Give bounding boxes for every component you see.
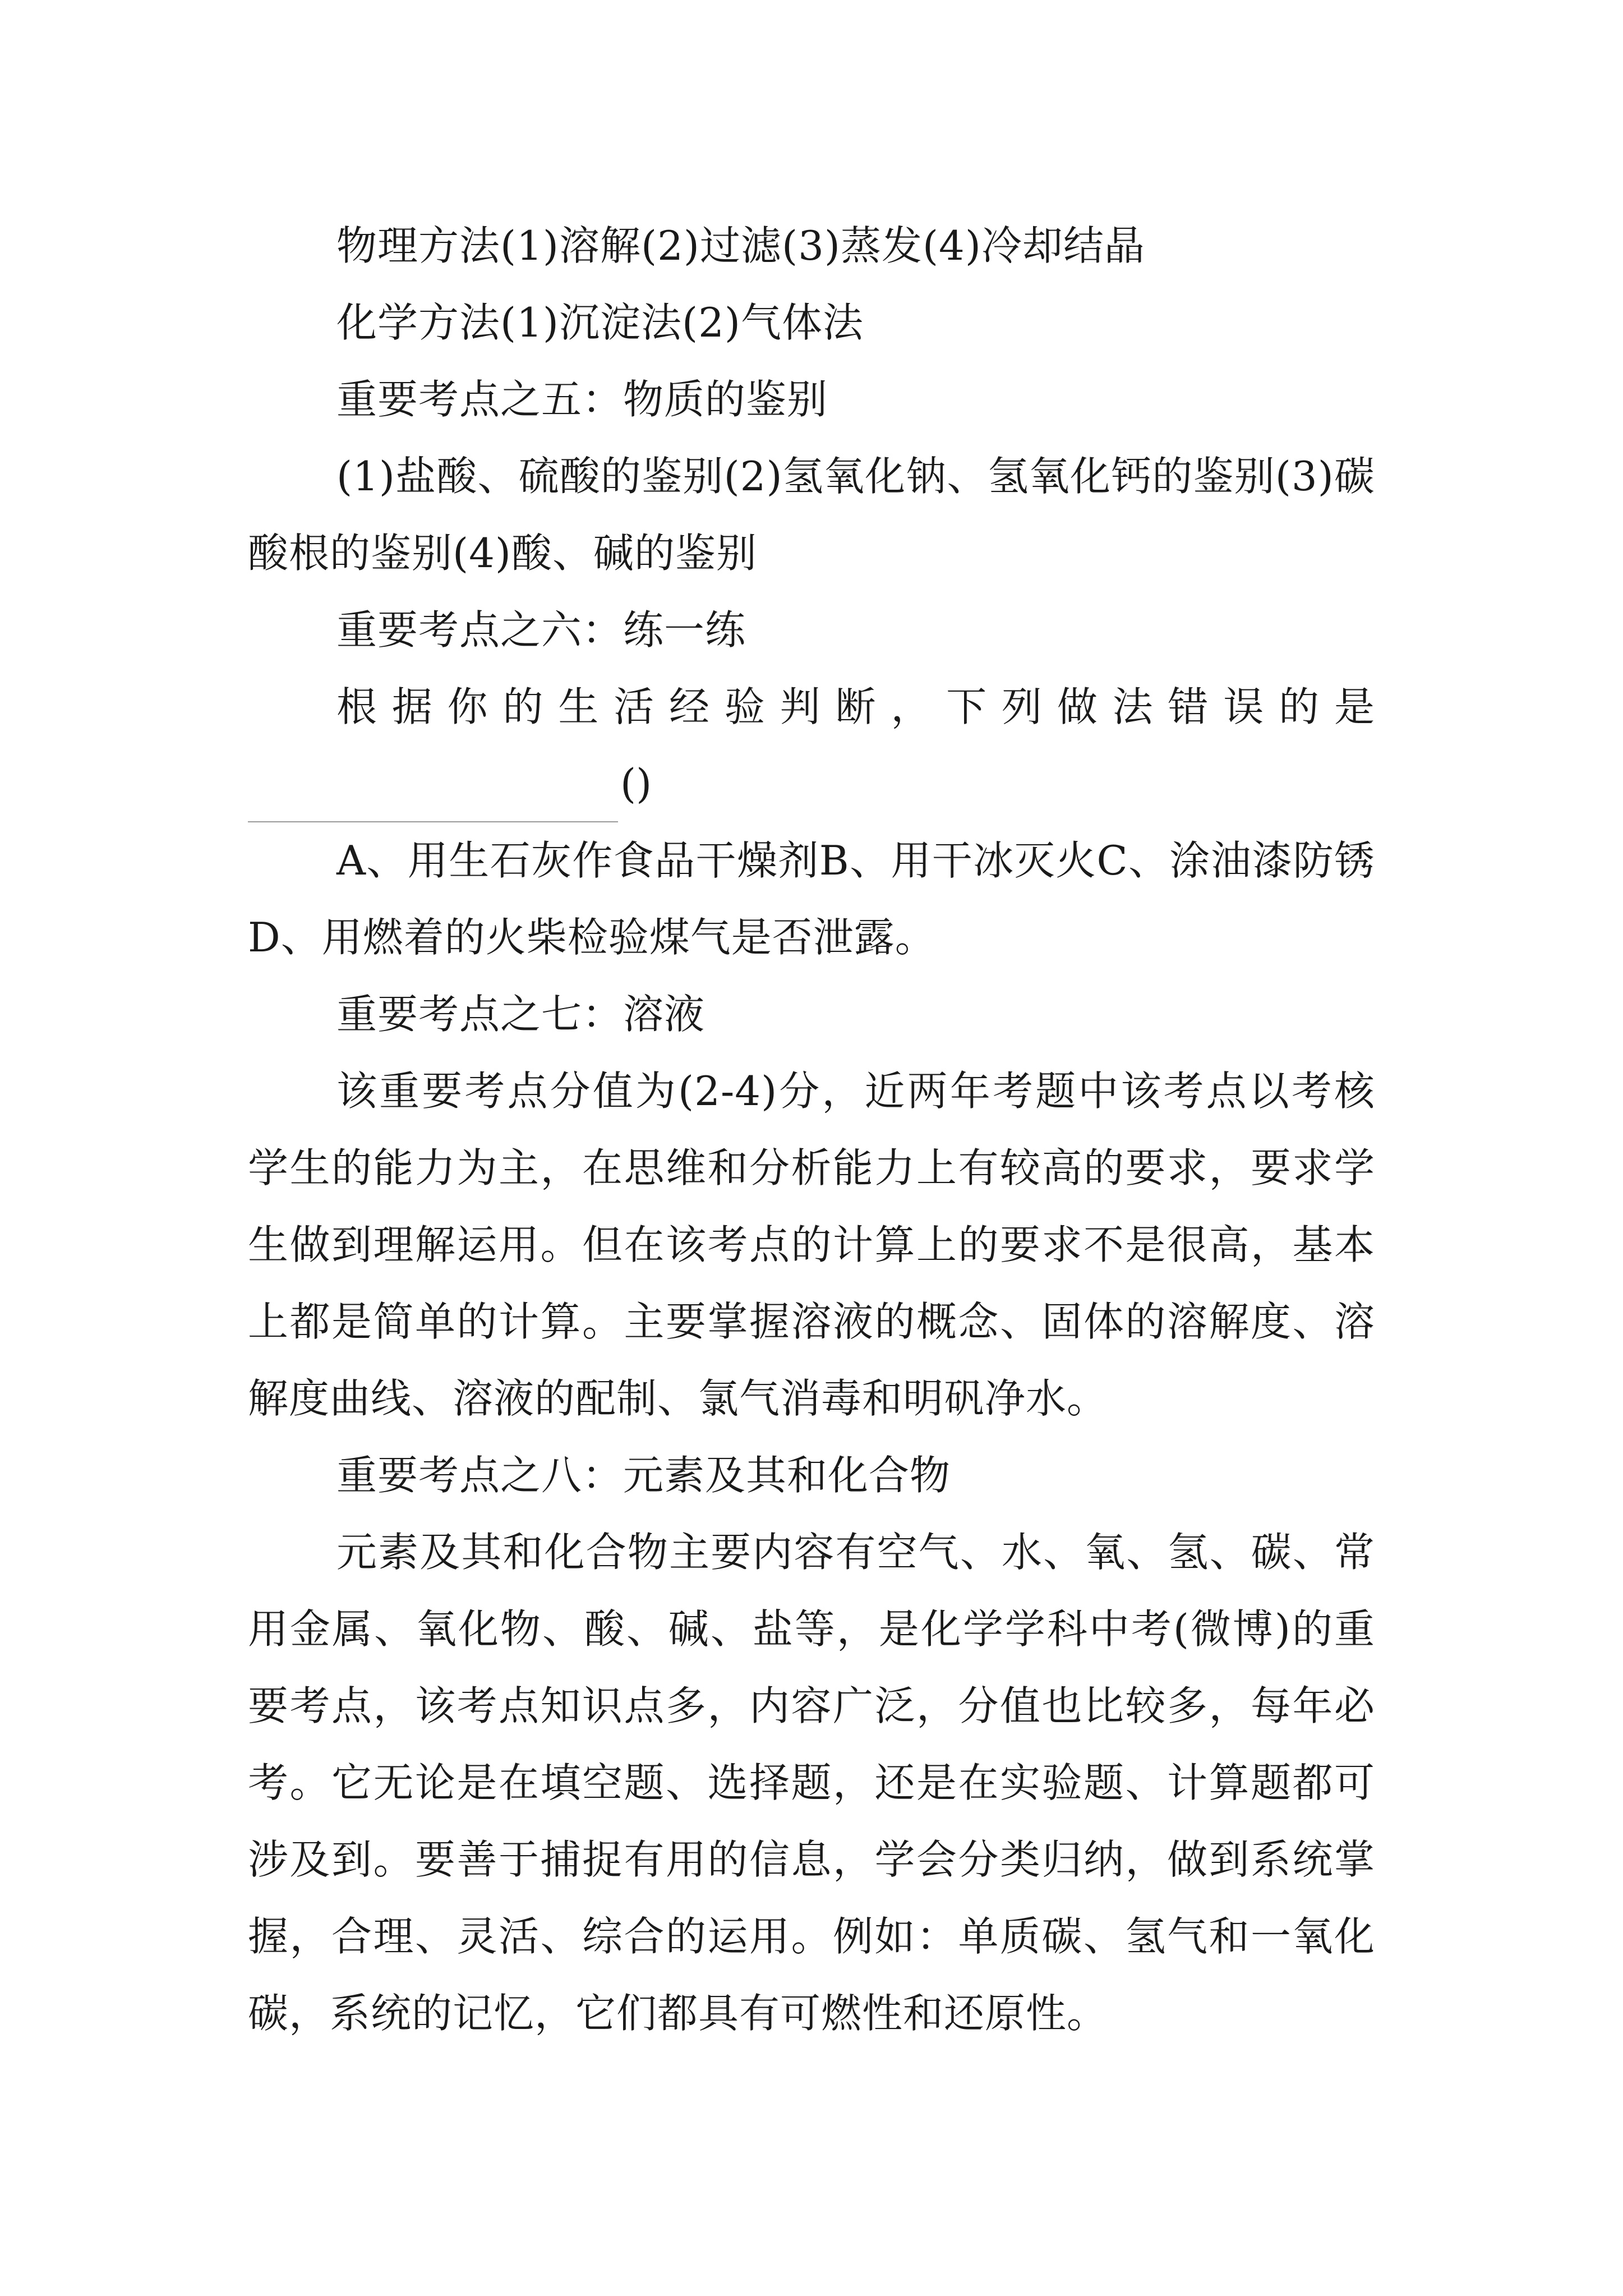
paragraph-elements-compounds: 元素及其和化合物主要内容有空气、水、氧、氢、碳、常用金属、氧化物、酸、碱、盐等，是化学学科中考(微博)的重要考点，该考点知识点多，内容广泛，分值也比较多，每年必考。它无论是在填空题、选择题，还是在实验题、计算题都可涉及到。要善于捕捉有用的信息，学会分类归纳，做到系统掌握，合理、灵活、综合的运用。例如：单质碳、氢气和一氧化碳，系统的记忆，它们都具有可燃性和还原性。 (248, 1529, 1375, 2037)
paragraph-physical-methods: 物理方法(1)溶解(2)过滤(3)蒸发(4)冷却结晶 (336, 222, 1145, 269)
paragraph-solution: 该重要考点分值为(2-4)分，近两年考题中该考点以考核学生的能力为主，在思维和分析能力上有较高的要求，要求学生做到理解运用。但在该考点的计算上的要求不是很高，基本上都是简单的计算。主要掌握溶液的概念、固体的溶解度、溶解度曲线、溶液的配制、氯气消毒和明矾净水。 (248, 1068, 1375, 1422)
question-options: A、用生石灰作食品干燥剂B、用干冰灭火C、涂油漆防锈D、用燃着的火柴检验煤气是否泄露。 (248, 837, 1375, 961)
heading-key-point-6: 重要考点之六：练一练 (336, 606, 746, 654)
paragraph-identification-list: (1)盐酸、硫酸的鉴别(2)氢氧化钠、氢氧化钙的鉴别(3)碳酸根的鉴别(4)酸、碱的鉴别 (248, 453, 1375, 577)
answer-blank-row (248, 746, 1375, 822)
heading-key-point-5: 重要考点之五：物质的鉴别 (336, 376, 828, 423)
heading-key-point-8: 重要考点之八：元素及其和化合物 (336, 1452, 951, 1499)
question-stem: 根据你的生活经验判断，下列做法错误的是 (336, 683, 1375, 730)
paragraph-chemical-methods: 化学方法(1)沉淀法(2)气体法 (336, 299, 864, 346)
answer-blank-line (248, 765, 618, 822)
document-body (248, 208, 1375, 2052)
answer-parentheses: () (620, 760, 652, 807)
heading-key-point-7: 重要考点之七：溶液 (336, 991, 706, 1038)
